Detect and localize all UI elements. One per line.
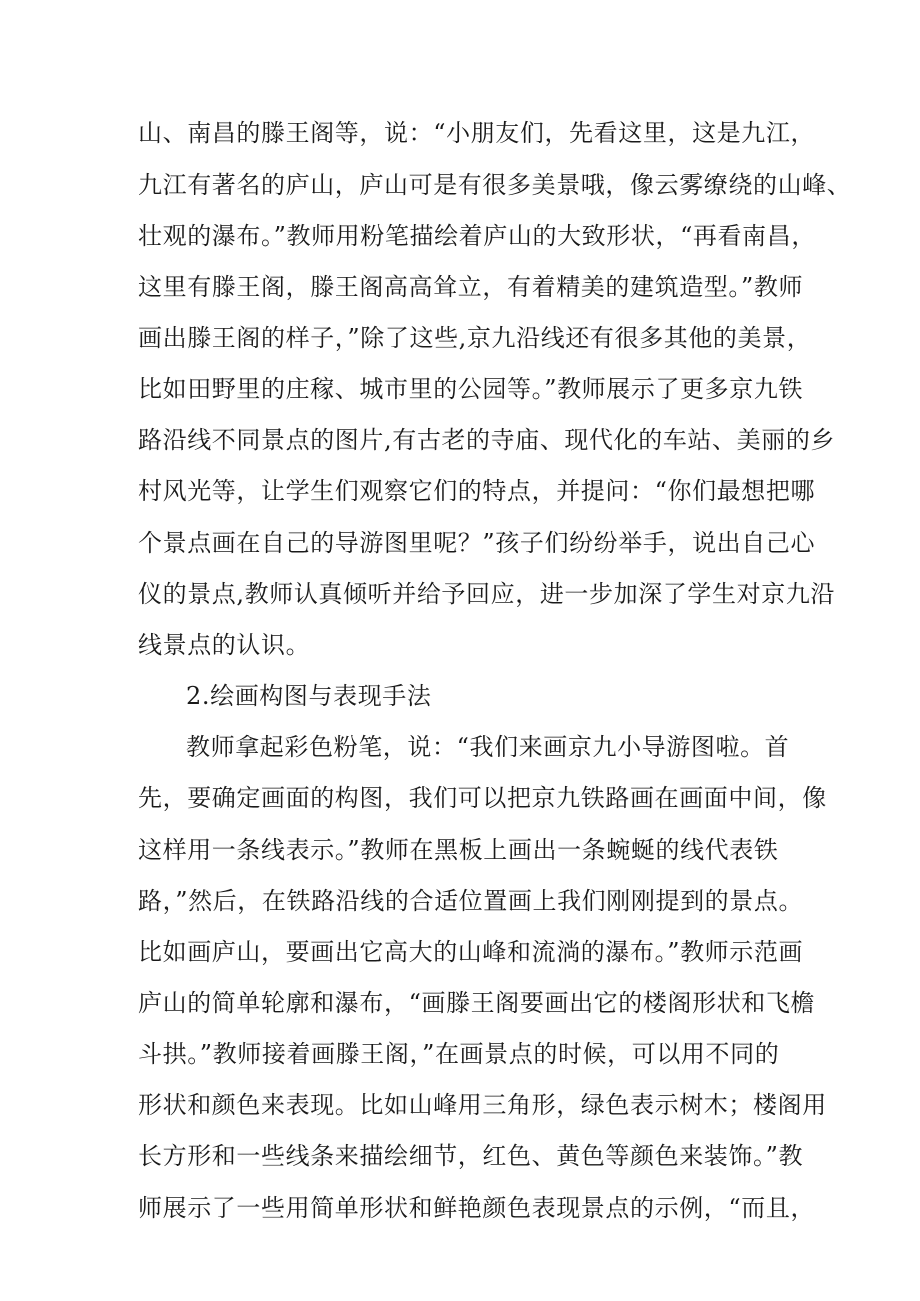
paragraph-1-line: 路沿线不同景点的图片,有古老的寺庙、现代化的车站、美丽的乡 [138, 426, 836, 454]
section-heading: 2.绘画构图与表现手法 [186, 682, 432, 710]
paragraph-2-line: 比如画庐山，要画出它高大的山峰和流淌的瀑布。”教师示范画 [138, 938, 804, 966]
paragraph-2-line: 斗拱。”教师接着画滕王阁，”在画景点的时候，可以用不同的 [138, 1040, 780, 1068]
paragraph-1-line: 仪的景点,教师认真倾听并给予回应，进一步加深了学生对京九沿 [138, 580, 836, 608]
paragraph-1-line: 线景点的认识。 [138, 631, 311, 659]
paragraph-2-line: 师展示了一些用简单形状和鲜艳颜色表现景点的示例，“而且， [138, 1194, 816, 1222]
paragraph-1-line: 这里有滕王阁，滕王阁高高耸立，有着精美的建筑造型。”教师 [138, 273, 804, 301]
paragraph-1-line: 九江有著名的庐山，庐山可是有很多美景哦，像云雾缭绕的山峰、 [138, 171, 852, 199]
paragraph-2-line: 长方形和一些线条来描绘细节，红色、黄色等颜色来装饰。”教 [138, 1142, 804, 1170]
paragraph-1-line: 壮观的瀑布。”教师用粉笔描绘着庐山的大致形状，“再看南昌， [138, 222, 816, 250]
paragraph-2-line: 庐山的简单轮廓和瀑布，“画滕王阁要画出它的楼阁形状和飞檐 [138, 989, 816, 1017]
paragraph-2-line: 形状和颜色来表现。比如山峰用三角形，绿色表示树木；楼阁用 [138, 1091, 827, 1119]
paragraph-1-line: 个景点画在自己的导游图里呢？”孩子们纷纷举手，说出自己心 [138, 529, 816, 557]
paragraph-1-line: 画出滕王阁的样子，”除了这些,京九沿线还有很多其他的美景， [138, 324, 812, 352]
paragraph-2-line: 先，要确定画面的构图，我们可以把京九铁路画在画面中间，像 [138, 784, 827, 812]
paragraph-1-line: 比如田野里的庄稼、城市里的公园等。”教师展示了更多京九铁 [138, 375, 804, 403]
paragraph-2-line: 路，”然后，在铁路沿线的合适位置画上我们刚刚提到的景点。 [138, 887, 804, 915]
paragraph-2-line: 教师拿起彩色粉笔，说：“我们来画京九小导游图啦。首 [186, 733, 790, 761]
paragraph-1-line: 村风光等，让学生们观察它们的特点，并提问：“你们最想把哪 [138, 477, 816, 505]
paragraph-1-line: 山、南昌的滕王阁等，说：“小朋友们，先看这里，这是九江， [138, 119, 816, 147]
paragraph-2-line: 这样用一条线表示。”教师在黑板上画出一条蜿蜒的线代表铁 [138, 836, 779, 864]
